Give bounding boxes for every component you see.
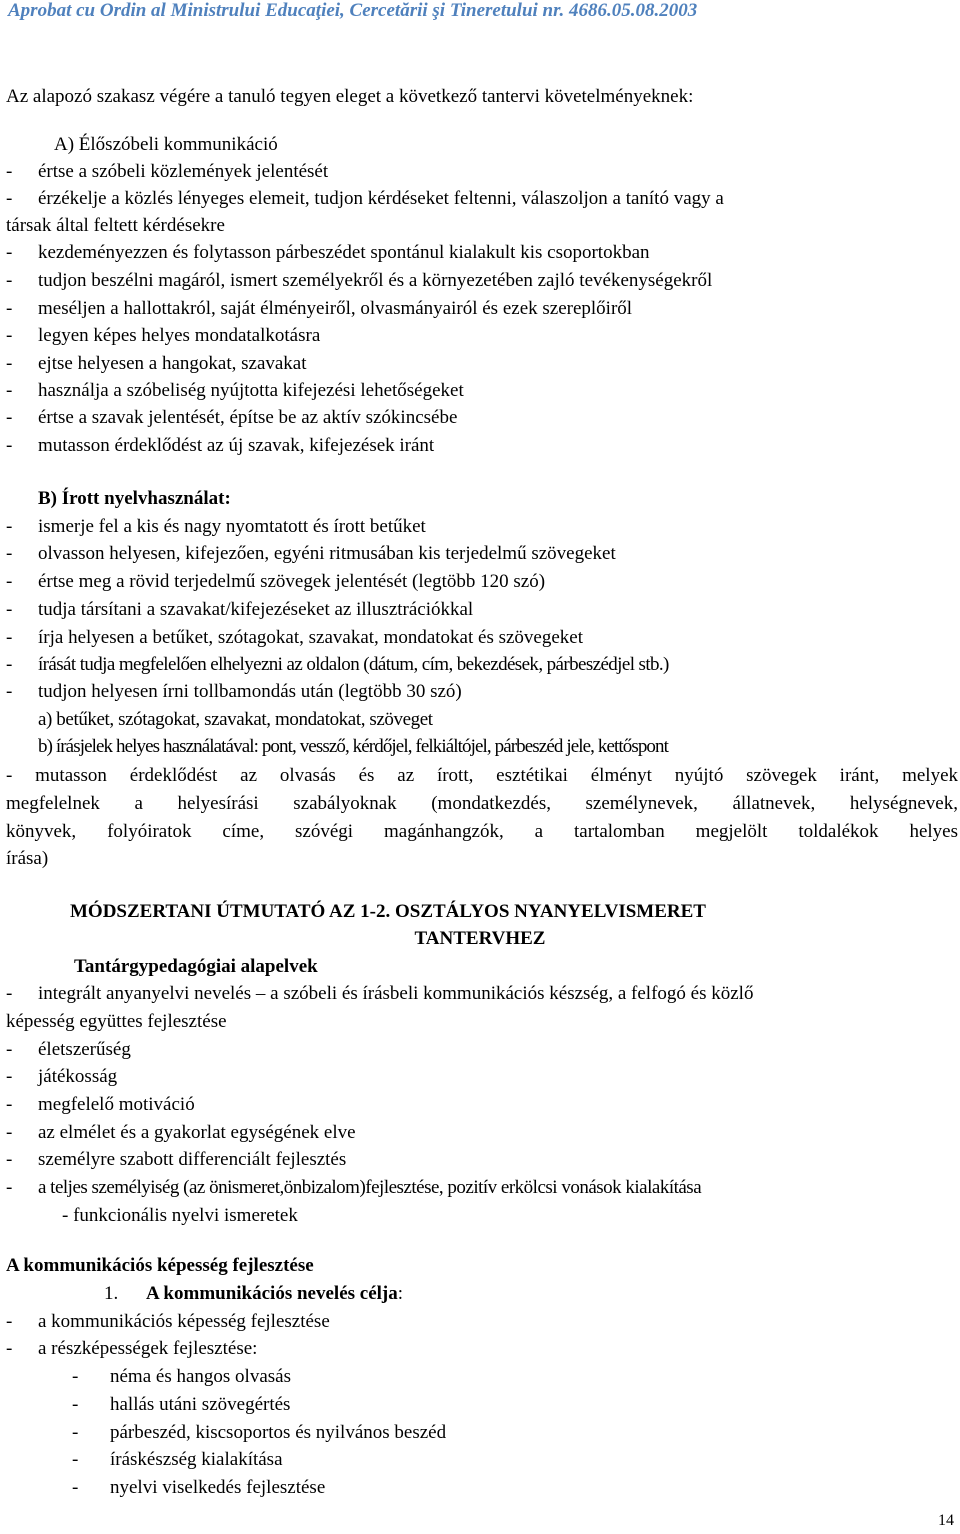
list-item: olvasson helyesen, kifejezően, egyéni ritmusában kis terjedelmű szövegeket — [38, 543, 616, 564]
list-item-extra: - funkcionális nyelvi ismeretek — [62, 1205, 298, 1226]
list-item: a kommunikációs képesség fejlesztése — [38, 1311, 330, 1332]
list-item: ismerje fel a kis és nagy nyomtatott és írott betűket — [38, 516, 426, 537]
list-item: a teljes személyiség (az önismeret,önbizalom)fejlesztése, pozitív erkölcsi vonások kialakítása — [38, 1177, 702, 1198]
list-item: integrált anyanyelvi nevelés – a szóbeli és írásbeli kommunikációs készség, a felfogó és közlő — [38, 983, 754, 1004]
paragraph-line: könyvek, folyóiratok címe, szóvégi magánhangzók, a tartalomban megjelölt toldalékok helyes — [6, 821, 958, 842]
bullet-dash: - — [6, 627, 13, 648]
section-a-title: A) Élőszóbeli kommunikáció — [54, 134, 278, 155]
method-title-line2: TANTERVHEZ — [414, 928, 546, 949]
list-item: játékosság — [38, 1066, 118, 1087]
method-title-line1: MÓDSZERTANI ÚTMUTATÓ AZ 1-2. OSZTÁLYOS NYANYELVISMERET — [70, 901, 706, 922]
comm-title: A kommunikációs képesség fejlesztése — [6, 1255, 314, 1276]
sub-item: a) betűket, szótagokat, szavakat, mondatokat, szöveget — [38, 709, 433, 730]
list-item: tudjon helyesen írni tollbamondás után (legtöbb 30 szó) — [38, 681, 462, 702]
list-item: életszerűség — [38, 1039, 131, 1060]
section-b-title: B) Írott nyelvhasználat: — [38, 488, 231, 509]
list-item: tudja társítani a szavakat/kifejezéseket az illusztrációkkal — [38, 599, 474, 620]
list-item: kezdeményezzen és folytasson párbeszédet spontánul kialakult kis csoportokban — [38, 242, 650, 263]
list-item: használja a szóbeliség nyújtotta kifejezési lehetőségeket — [38, 380, 464, 401]
list-item: értse a szavak jelentését, építse be az aktív szókincsébe — [38, 407, 458, 428]
bullet-dash: - — [6, 188, 13, 209]
list-item: legyen képes helyes mondatalkotásra — [38, 325, 321, 346]
bullet-dash: - — [6, 380, 13, 401]
list-item: meséljen a hallottakról, saját élményeiről, olvasmányairól és ezek szereplőiről — [38, 298, 633, 319]
paragraph-line: megfelelnek a helyesírási szabályoknak (mondatkezdés, személynevek, állatnevek, helységnevek, — [6, 793, 958, 814]
list-item: értse meg a rövid terjedelmű szövegek jelentését (legtöbb 120 szó) — [38, 571, 546, 592]
sub-item: b) írásjelek helyes használatával: pont, vessző, kérdőjel, felkiáltójel, párbeszéd jele, kettőspont — [38, 736, 669, 757]
list-item: tudjon beszélni magáról, ismert személyekről és a környezetében zajló tevékenységekről — [38, 270, 713, 291]
bullet-dash: - — [6, 1149, 13, 1170]
sub-item: párbeszéd, kiscsoportos és nyilvános beszéd — [110, 1422, 447, 1443]
goal-heading-colon: : — [397, 1283, 404, 1304]
list-item: az elmélet és a gyakorlat egységének elve — [38, 1122, 356, 1143]
list-item: érzékelje a közlés lényeges elemeit, tudjon kérdéseket feltenni, válaszoljon a tanító vagy a — [38, 188, 724, 209]
bullet-dash: - — [6, 242, 13, 263]
bullet-dash: - — [6, 270, 13, 291]
bullet-dash: - — [72, 1366, 79, 1387]
sub-item: íráskészség kialakítása — [110, 1449, 283, 1470]
method-subtitle: Tantárgypedagógiai alapelvek — [74, 956, 318, 977]
goal-number: 1. — [104, 1283, 119, 1304]
list-item: értse a szóbeli közlemények jelentését — [38, 161, 329, 182]
sub-item: nyelvi viselkedés fejlesztése — [110, 1477, 326, 1498]
list-item: személyre szabott differenciált fejlesztés — [38, 1149, 347, 1170]
list-item: írását tudja megfelelően elhelyezni az oldalon (dátum, cím, bekezdések, párbeszédjel stb.) — [38, 654, 669, 675]
bullet-dash: - — [6, 1094, 13, 1115]
bullet-dash: - — [6, 1311, 13, 1332]
sub-item: néma és hangos olvasás — [110, 1366, 291, 1387]
list-item-continuation: társak által feltett kérdésekre — [6, 215, 225, 236]
bullet-dash: - — [6, 1122, 13, 1143]
bullet-dash: - — [72, 1449, 79, 1470]
bullet-dash: - — [6, 543, 13, 564]
bullet-dash: - — [6, 983, 13, 1004]
sub-item: hallás utáni szövegértés — [110, 1394, 291, 1415]
bullet-dash: - — [6, 1039, 13, 1060]
bullet-dash: - — [6, 516, 13, 537]
bullet-dash: - — [6, 1338, 13, 1359]
bullet-dash: - — [6, 353, 13, 374]
bullet-dash: - — [72, 1422, 79, 1443]
intro-text: Az alapozó szakasz végére a tanuló tegyen eleget a következő tantervi követelményeknek: — [6, 86, 694, 107]
list-item: ejtse helyesen a hangokat, szavakat — [38, 353, 307, 374]
bullet-dash: - — [6, 681, 13, 702]
list-item: megfelelő motiváció — [38, 1094, 195, 1115]
bullet-dash: - — [72, 1477, 79, 1498]
bullet-dash: - — [6, 435, 13, 456]
goal-heading-bold: A kommunikációs nevelés célja — [146, 1283, 398, 1304]
header-approval-text: Aprobat cu Ordin al Ministrului Educaţiei, Cercetării şi Tineretului nr. 4686.05.08.2003 — [8, 0, 698, 21]
list-item-continuation: képesség együttes fejlesztése — [6, 1011, 227, 1032]
list-item: a részképességek fejlesztése: — [38, 1338, 258, 1359]
list-item: írja helyesen a betűket, szótagokat, szavakat, mondatokat és szövegeket — [38, 627, 583, 648]
bullet-dash: - — [6, 654, 13, 675]
bullet-dash: - — [72, 1394, 79, 1415]
page-number: 14 — [938, 1512, 954, 1529]
paragraph-line: - mutasson érdeklődést az olvasás és az írott, esztétikai élményt nyújtó szövegek iránt, melyek — [6, 765, 958, 786]
goal-heading — [146, 1283, 403, 1305]
bullet-dash: - — [6, 571, 13, 592]
bullet-dash: - — [6, 407, 13, 428]
list-item: mutasson érdeklődést az új szavak, kifejezések iránt — [38, 435, 435, 456]
bullet-dash: - — [6, 161, 13, 182]
bullet-dash: - — [6, 1066, 13, 1087]
bullet-dash: - — [6, 599, 13, 620]
bullet-dash: - — [6, 325, 13, 346]
bullet-dash: - — [6, 298, 13, 319]
paragraph-line: írása) — [6, 848, 49, 869]
bullet-dash: - — [6, 1177, 13, 1198]
